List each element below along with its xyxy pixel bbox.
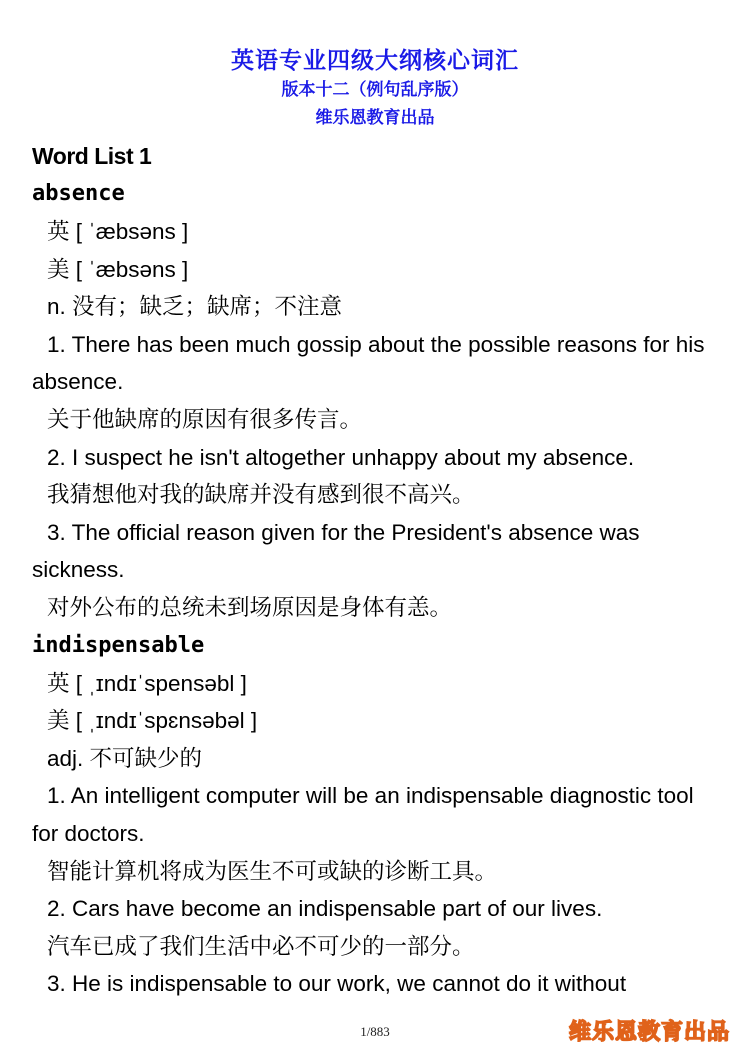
example-chinese: 我猜想他对我的缺席并没有感到很不高兴。	[47, 482, 475, 508]
example-chinese: 汽车已成了我们生活中必不可少的一部分。	[47, 933, 475, 959]
example-english: 1. An intelligent computer will be an indispensable diagnostic tool for doctors.	[32, 783, 694, 846]
us-pronunciation: 美 [ ˌɪndɪˈspɛnsəbəl ]	[47, 708, 258, 734]
uk-pronunciation: 英 [ ˌɪndɪˈspensəbl ]	[47, 670, 247, 696]
document-subtitle: 版本十二（例句乱序版）	[281, 80, 469, 99]
headword: indispensable	[32, 632, 205, 658]
document-header	[0, 44, 750, 132]
example-english: 1. There has been much gossip about the possible reasons for his absence.	[32, 331, 705, 395]
word-list-title: Word List 1	[32, 143, 152, 169]
word-entry	[32, 175, 722, 627]
document-title: 英语专业四级大纲核心词汇	[231, 47, 519, 73]
page-number: 1/883	[360, 1024, 390, 1039]
definition: adj. 不可缺少的	[47, 745, 203, 771]
uk-pronunciation: 英 [ ˈæbsəns ]	[47, 219, 189, 244]
example-chinese: 对外公布的总统未到场原因是身体有恙。	[47, 594, 453, 620]
example-english: 3. The official reason given for the President's absence was sickness.	[32, 519, 640, 583]
example-chinese: 关于他缺席的原因有很多传言。	[47, 406, 363, 432]
example-english: 3. He is indispensable to our work, we cannot do it without	[47, 971, 627, 997]
us-pronunciation: 美 [ ˈæbsəns ]	[47, 256, 189, 282]
headword: absence	[32, 181, 125, 206]
example-english: 2. I suspect he isn't altogether unhappy about my absence.	[47, 444, 635, 470]
definition: n. 没有；缺乏；缺席；不注意	[47, 294, 343, 320]
word-entry	[32, 627, 722, 1003]
example-chinese: 智能计算机将成为医生不可或缺的诊断工具。	[47, 858, 498, 884]
document-publisher: 维乐恩教育出品	[315, 108, 435, 127]
word-list-content	[32, 137, 722, 1003]
example-english: 2. Cars have become an indispensable part of our lives.	[47, 896, 603, 922]
publisher-watermark: 维乐恩教育出品	[568, 1019, 730, 1044]
